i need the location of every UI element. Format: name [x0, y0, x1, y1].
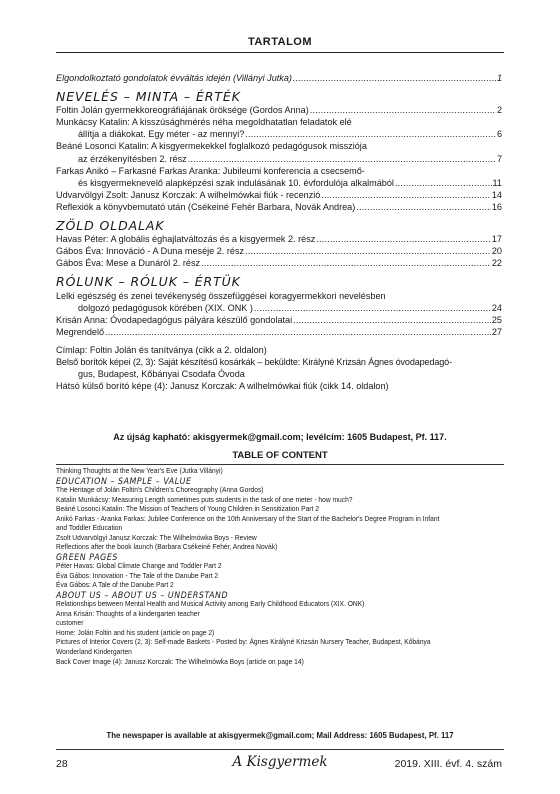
- toc-entry-title: Lelki egészség és zenei tevékenység összefüggései koragyermekkori nevelésben: [56, 290, 386, 301]
- toc-entry-title: és kisgyermeknevelő alapképzési szak indulásának 10. évfordulója alkalmából: [78, 177, 394, 188]
- english-toc-line: Home: Jolán Foltin and his student (article on page 2): [56, 628, 215, 637]
- toc-entry[interactable]: [56, 233, 502, 245]
- toc-entry-title: Havas Péter: A globális éghajlatváltozás és a kisgyermek 2. rész: [56, 234, 316, 245]
- english-toc-divider: [56, 464, 504, 465]
- toc-page-number: 25: [491, 314, 502, 325]
- toc-entry[interactable]: [56, 326, 502, 338]
- toc-entry[interactable]: [56, 104, 502, 116]
- toc-entry-title: Beáné Losonci Katalin: A kisgyermekekkel foglalkozó pedagógusok missziója: [56, 141, 367, 152]
- english-toc-line: Anikó Farkas - Aranka Farkas: Jubilee Conference on the 10th Anniversary of the Start of the Bachelor's Degree Program in Infant: [56, 514, 440, 523]
- leader-dots: [316, 233, 491, 245]
- english-toc-line: Zsolt Udvarvölgyi Janusz Korczak: The Wilhelmówka Boys - Review: [56, 533, 257, 542]
- leader-dots: [395, 177, 492, 189]
- page-title: TARTALOM: [247, 36, 313, 48]
- toc-page-number: 2: [496, 105, 502, 116]
- leader-dots: [293, 314, 491, 326]
- leader-dots: [293, 72, 496, 84]
- english-toc-line: customer: [56, 619, 84, 628]
- leader-dots: [254, 302, 491, 314]
- english-availability-note: The newspaper is available at akisgyermek@gmail.com; Mail Address: 1605 Budapest, Pf. 117: [106, 731, 454, 740]
- toc-entry[interactable]: [56, 201, 502, 213]
- leader-dots: [201, 257, 491, 269]
- english-section-heading: EDUCATION – SAMPLE – VALUE: [56, 475, 192, 486]
- toc-page-number: 11: [492, 177, 502, 188]
- toc-entry[interactable]: [56, 128, 502, 140]
- leader-dots: [188, 153, 496, 165]
- toc-page-number: 16: [491, 201, 502, 212]
- toc-entry[interactable]: [56, 257, 502, 269]
- section-heading-education: NEVELÉS – MINTA – ÉRTÉK: [56, 89, 241, 105]
- toc-entry-title: Gábos Éva: Mese a Dunáról 2. rész: [56, 258, 201, 269]
- toc-entry-title: az érzékenyítésben 2. rész: [78, 153, 187, 164]
- toc-entry-title: Munkácsy Katalin: A kisszúsághmérés néha megoldhatatlan feladatok elé: [56, 117, 352, 128]
- toc-page-number: 14: [491, 189, 502, 200]
- toc-entry-title: Foltin Jolán gyermekkoreográfiájának öröksége (Gordos Anna): [56, 105, 309, 116]
- english-toc-line: and Toddler Education: [56, 524, 123, 533]
- header-divider: [56, 52, 504, 53]
- leader-dots: [310, 104, 496, 116]
- english-toc-line: Reflections after the book launch (Barbara Csékeiné Fehér, Andrea Novák): [56, 543, 278, 552]
- english-toc-line: Anna Krisán: Thoughts of a kindergarten teacher: [56, 609, 200, 618]
- cover-caption: gus, Budapest, Kőbányai Csodafa Óvoda: [78, 369, 245, 380]
- english-toc-line: Thinking Thoughts at the New Year's Eve (Jutka Villányi): [56, 467, 223, 475]
- leader-dots: [245, 128, 496, 140]
- section-heading-green-pages: ZÖLD OLDALAK: [56, 218, 165, 234]
- toc-page-number: 1: [496, 73, 502, 83]
- toc-page-number: 27: [491, 326, 502, 337]
- leader-dots: [321, 189, 491, 201]
- english-toc-line: Éva Gábos: Innovation - The Tale of the Danube Part 2: [56, 571, 219, 580]
- toc-entry-title: dolgozó pedagógusok körében (XIX. ONK ): [78, 302, 253, 313]
- section-heading-about-us: RÓLUNK – RÓLUK – ÉRTÜK: [56, 274, 241, 290]
- leader-dots: [105, 326, 491, 338]
- english-toc-line: Péter Havas: Global Climate Change and Toddler Part 2: [56, 562, 222, 571]
- toc-entry-title: Udvarvölgyi Zsolt: Janusz Korczak: A wilhelmówkai fiúk - recenzió: [56, 189, 321, 200]
- footer-issue-info: 2019. XIII. évf. 4. szám: [394, 758, 502, 770]
- english-toc-line: Pictures of Interior Covers (2, 3): Self-made Baskets - Posted by: Ágnes Királyné Krizsán Nursery Teacher, Budapest, Kőbánya: [56, 638, 431, 647]
- toc-entry[interactable]: [56, 302, 502, 314]
- toc-entry[interactable]: [56, 245, 502, 257]
- cover-caption: Címlap: Foltin Jolán és tanítványa (cikk a 2. oldalon): [56, 344, 267, 355]
- english-toc-line: Beáné Losonci Katalin: The Mission of Teachers of Young Children in Sensitization Part 2: [56, 505, 319, 514]
- footer-magazine-name: A Kisgyermek: [232, 754, 328, 770]
- cover-caption: Belső borítók képei (2, 3): Saját készítésű kosárkák – beküldte: Királyné Krizsán Ágnes óvodapedagó-: [56, 356, 452, 367]
- toc-entry-title: Reflexiók a könyvbemutató után (Csékeiné Fehér Barbara, Novák Andrea): [56, 201, 356, 212]
- toc-entry[interactable]: [56, 189, 502, 201]
- toc-entry-title: Megrendelő: [56, 326, 105, 337]
- toc-page-number: 22: [491, 258, 502, 269]
- availability-note: Az újság kapható: akisgyermek@gmail.com; levélcím: 1605 Budapest, Pf. 117.: [113, 432, 447, 442]
- toc-page-number: 7: [496, 153, 502, 164]
- english-section-heading: GREEN PAGES: [56, 551, 118, 562]
- toc-page-number: 6: [496, 129, 502, 140]
- footer-page-number: 28: [56, 758, 68, 770]
- toc-entry-title: Farkas Anikó – Farkasné Farkas Aranka: Jubileumi konferencia a csecsemő-: [56, 165, 365, 176]
- english-toc-line: Éva Gábos: A Tale of the Danube Part 2: [56, 581, 174, 590]
- toc-entry[interactable]: [56, 153, 502, 165]
- toc-page-number: 17: [491, 234, 502, 245]
- english-toc-line: Katalin Munkácsy: Measuring Length sometimes puts students in the task of one meter - how much?: [56, 495, 353, 504]
- english-toc-line: Wonderland Kindergarten: [56, 647, 132, 656]
- toc-entry[interactable]: [56, 177, 502, 189]
- toc-entry[interactable]: [56, 314, 502, 326]
- toc-page-number: 20: [491, 246, 502, 257]
- toc-entry-title: Krisán Anna: Óvodapedagógus pályára készülő gondolatai: [56, 314, 293, 325]
- cover-caption: Hátsó külső borító képe (4): Janusz Korczak: A wilhelmówkai fiúk (cikk 14. oldalon): [56, 381, 389, 392]
- toc-hungarian: [56, 72, 502, 392]
- leader-dots: [245, 245, 491, 257]
- english-toc-title: TABLE OF CONTENT: [232, 450, 328, 461]
- toc-page-number: 24: [491, 302, 502, 313]
- leader-dots: [356, 201, 491, 213]
- toc-entry-intro[interactable]: [56, 72, 502, 84]
- english-section-heading: ABOUT US – ABOUT US – UNDERSTAND: [56, 589, 229, 600]
- english-toc-line: Back Cover Image (4): Janusz Korczak: The Wilhelmówka Boys (article on page 14): [56, 657, 304, 666]
- toc-entry-title: Gábos Éva: Innováció - A Duna meséje 2. rész: [56, 246, 245, 257]
- toc-entry-title: Elgondolkoztató gondolatok évváltás idején (Villányi Jutka): [56, 73, 292, 83]
- footer-divider: [56, 749, 504, 750]
- english-toc-line: Relationships between Mental Health and Musical Activity among Early Childhood Educators (XIX. ONK): [56, 600, 365, 609]
- toc-english: [56, 467, 479, 667]
- english-toc-line: The Heritage of Jolán Foltin's Children's Choreography (Anna Gordos): [56, 485, 264, 494]
- toc-entry-title: állítja a diákokat. Egy méter - az mennyi?: [78, 129, 245, 140]
